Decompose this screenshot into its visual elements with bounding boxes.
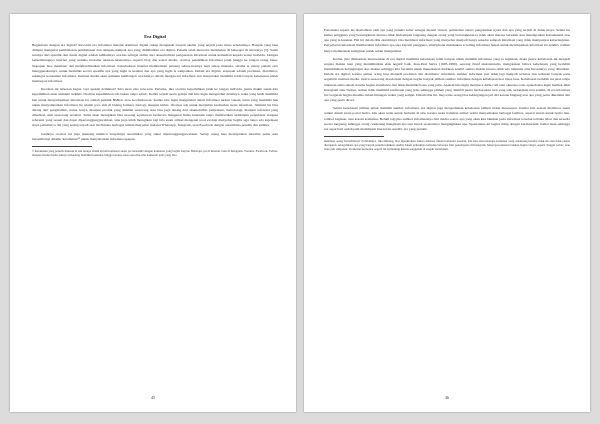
body-paragraph: Selain kebebasan pilihan untuk memilih sumber informasi, era digital juga menyediakan kebebasan pilihan untuk meresepon. Ketika kita selesai membaca suatu artikel dalam suatu portal berita, kita akan sadar untuk berhenti di situ, karena suatu halaman artikel selalu menyediakan berbagai fasilitas, seperti tautan untuk berita lain, tombol bagikan, atau kolom komentar. Belum lagi jika sumber informasinya dari media sosial, apa yang akan kita lakukan pada informasi tersebut terbuka lebar dan tersedia secara langsung sehingga orang cenderung mengikuti apa saja hasrat spontannya menginginkan apa. Spontanitas ini begitu mirip dengan karakteristik tradisi lisan sehingga era seperti ini sudah jauh melampaui literasi itu sendiri, era yang penulis — [324, 106, 570, 131]
page-number: 46 — [445, 395, 449, 400]
footnote-divider — [32, 146, 92, 147]
body-paragraph: Kedua, jika ditekankan meruwetkan di era digital memiliki kebebasan lebih banyak untuk memilih informasi yang ia inginkan, maka justru kebebasan ini menjadi senjata makan tuan yang menimbulkan efek negatif baik, Jean-Paul Sartre (1905-1980), seorang filsuf eksistensialis, mengatakan bahwa kebebasan yang berlebih menimbulkan kebingungan atas makna sehingga kita bertemu untuk menentukan tindakan sendiri semua makna karena tidak ada tuntunan atas batasannya yang diberikan. Dalam era digital, karena semua orang bisa menjadi produsen dan distributor informasi, sumber informasi pun tidak lagi menjadi terbatas dan terkesan banyak pada segelintir institusi media. Justru seseorang disodorkan dengan begitu banyak pilihan sumber informasi dengan kebebasan luar biasa luas. Kebebasan berlebih ini jelas tanpa tuntunan sama sekali, karena begitu abundance dan tidak memiliki batas yang jelas. Apakah kita ingin membaca detik.com atau okezone.com, apakah kita ingin melihat-lihat Instagram atau Twitter, semua tidak memiliki preferensi yang jelas sehingga pilihan yang diambil justru berdasarkan tren yang ada, sedangkan tren sendiri, di era informasi ini, bergerak begitu dinamis dalam hitungan waktu yang sempit. Dalam titik ini, mayoritas orang bisa kebingungan jati diri karena bingung atas apa yang perlu diketahui dan apa yang perlu dicari. — [324, 56, 570, 103]
left-page-text-column — [32, 34, 278, 157]
footnote: ¹² Keramaian yang penulis maksud di sini berupa dalam kolom komentar suatu yet tersendiri dengan komentar yang begitu banyak. Beberapa yet di Internet, baik di Instagram, Youtube, Facebook, Twitter, maupun media media lainnya terkadang memiliki komentar hingga beratus-ratus atau ribu-ribu komentar pada yang bisa — [32, 148, 278, 157]
right-page-text-column — [324, 28, 570, 151]
footnote-divider — [324, 136, 384, 137]
right-page — [304, 14, 590, 412]
body-paragraph: Keadaan ini terkesan bagus, tapi apakah demikian? Kita akan ulas satu-satu. Pertama, jika otoritas kepemilikan jatuh ke tangan individu, justru makin susah kita kepemilikan akan semakin terkikis. Otoritas kepemilikan ada bukan tanpa sebab. Ketika terjadi suatu gempa dan kita ingin mengetahui detailnya, tentu yang lebih memiliki hak untuk menyampaikan informasi itu adalah pemilik BMKG atau Geofisikawan. Ketika kita ingin mengetahui detail informasi terkait vaksin, tentu yang memiliki hak untuk menyampaikan informasi itu adalah para ahli di bidang farmasi, biologi, maupun kimia. Otoritas ada untuk menjamin keabsahan suatu informasi. Jaminan ini bisa datang dari pengalaman, status, karya, maupun produk yang dimiliki seseorang atau bisa juga datang dari akuntabilitas penjelasan, metodologi, maupun referensi yang diberikan oleh seseorang tersebut. Tentu akan merugikan bisa seorang agamawan berbicara mengenai fisika kuantum tanpa memberikan sedikitpun penjelasan ataupun referensi yang sesuai dan dapat dipertanggungjawabkan, atau juga lebih merugikan lagi bila suatu artikel mengenai teori evolusi menyebar begitu saja tanpa ada kejelasan siapa penulisnya. Ini yang sering terjadi saat ini dimana berbagai tulisan menyebar melalui Whatsapp, Telegram, atau Facebook dengan anonimitas penulis dan sumber. — [32, 87, 278, 128]
body-paragraph: Jatuhnya otoritas ini juga memang memicu banyaknya anonimitas yang sukar dipertanggungjawabkan. Setiap orang bisa menciptakan identitas palsu atau bersembunyi dibalik 'keramaian'¹² untuk menyebarkan informasi apapun. — [32, 131, 278, 141]
section-heading: Era Digital — [144, 34, 166, 39]
body-paragraph: Fenomena seperti ini disebabkan oleh apa yang penulis sebut sebagai mental virtual, pemisahan antara pengalaman nyata dan apa yang terjadi di dunia maya. Selain itu ketika pengguna yang bersangkutan merasa tidak berhadapan langsung dengan orang yang bersangkutan ia tidak akan merasa bersalah atau mendapatkan konsekuensi atas apa yang ia katakan. Hal ini dalam titik ekstrimnya bisa membuat informasi yang menyebar menjadi hanya sekedar sampah informasi yang tidak mempunyai keberlanjutan. Penyebaran informasi memberikan informasi apa saja kepada pengguna, smartphone melakukan scrolling informasi bukan untuk mendapatkan informasi itu sendiri, namun hanya memuaskan keinginan untuk selalu mengetahui. — [324, 28, 570, 53]
footnote: membuat orang 'bersembunyi' di dalamnya. Jika dihitung, bisa diperkirakan bahwa diantara ribuan komentar tersebut, ada satu atau beberapa komentar yang cenderung bersifat tidak etis dan tidak pantas diucapkan, sebagaimana apa yang banyak penulis temukan sendiri dalam praktiknya terhadap beberapa fitur penempatan di Instagram, beberapa komentar bahkan begitu vulgar, seperti 'tinggal sodok', atau 'mau jadi simpanan'. Komentar-komentar seperti ini terlindungi karena tenggelam di tengah 'keramaian'. — [324, 138, 570, 152]
body-paragraph: Bagaimana dengan era digital? Revolusi era informasi melalui dominasi digital cukup mengubah banyak skema yang terjadi pada masa sebelumnya. Banyak yang bisa ditinjau mengenai pembahasan-pembahasan dan dampak-dampak apa yang ditimbulkan era digital. Penulis telah mencoba membahas di beberapa di antaranya [5]. Salah satunya dari spesifik dari dunia digital adalah tumbuhnya otoritas sebagai akibat dari desentralisasi penguasaan informasi untuk kemudian kepada setiap individu. Dengan berkembangnya internet yang terbuka bersama turunan-turunannya, seperti blog dan sosial media, otoritas pendidikan informasi jatuh hingga ke tangan orang biasa. Siapapun bisa membuat dan mendistribusikan informasi. Keterbukaan internet memberikan peluang seluas-luasnya bagi setiap manusia, selama ia cukup paham cara menggunakannya, untuk memiliki secara spesifik apa yang ingin ia ketahui dan apa yang ingin ia sampaikan. Dalam era digital, siapapun adalah produsen, distributor, sekaligus konsumen informasi. Institusi media akan semakin kehilangan otoritasnya dalam mengawasi informasi dan masyarakat memiliki lebih banyak kebebasan untuk memsepon informasi. — [32, 43, 278, 84]
page-number: 45 — [151, 395, 155, 400]
left-page — [10, 14, 296, 412]
